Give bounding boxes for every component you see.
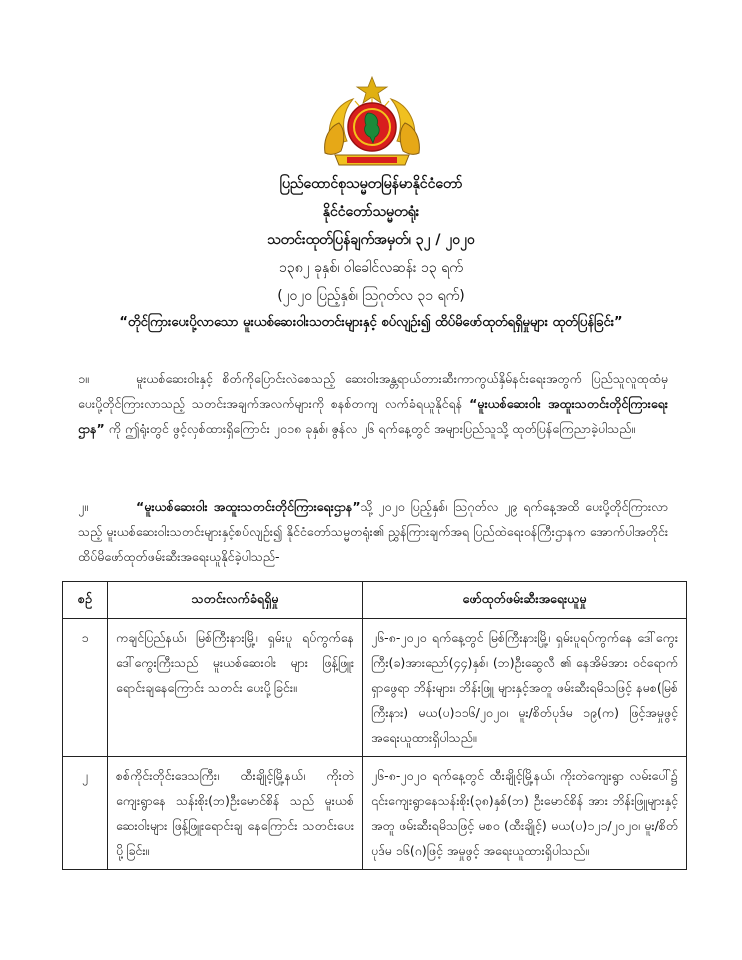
office-name: နိုင်ငံတော်သမ္မတရုံး <box>322 204 420 220</box>
cases-table <box>62 581 687 870</box>
paragraph-1-text-a: မူးယစ်ဆေးဝါးနှင့် စိတ်ကိုပြောင်းလဲစေသည့် ဆေးဝါးအန္တရာယ်တားဆီးကာကွယ်နှိမ်နင်းရေးအတွက် ပြည်သူလူထုထံမှ ပေးပို့တိုင်ကြားလာသည့် သတင်းအချက်အလက်များကို စနစ်တကျ လက်ခံရယူနိုင်ရန် <box>78 371 668 411</box>
state-emblem-icon <box>321 75 423 167</box>
myanmar-date: ၁၃၈၂ ခုနှစ်၊ ဝါခေါင်လဆန်း ၁၃ ရက် <box>279 260 463 276</box>
header-info: သတင်းလက်ခံရရှိမှု <box>108 582 363 619</box>
row-1-serial: ၁ <box>63 619 108 757</box>
paragraph-2-number: ၂။ <box>78 499 88 514</box>
paragraph-2-bold: “မူးယစ်ဆေးဝါး အထူးသတင်းတိုင်ကြားရေးဌာန” <box>136 499 361 514</box>
header-serial: စဉ် <box>63 582 108 619</box>
row-2-serial: ၂ <box>63 757 108 870</box>
paragraph-1-number: ၁။ <box>78 371 89 386</box>
header-action: ဖော်ထုတ်ဖမ်းဆီးအရေးယူမှု <box>363 582 687 619</box>
paragraph-1-text-b: ကို ဤရုံးတွင် ဖွင့်လှစ်ထားရှိကြောင်း ၂၀၁၈ ခုနှစ်၊ ဇွန်လ ၂၆ ရက်နေ့တွင် အများပြည်သူသို့ ထုတ်ပြန်ကြေညာခဲ့ပါသည်။ <box>108 421 636 436</box>
headline: “တိုင်ကြားပေးပို့လာသော မူးယစ်ဆေးဝါးသတင်းများနှင့် စပ်လျဉ်း၍ ထိပ်မိဖော်ထုတ်ရရှိမှုများ ထုတ်ပြန်ခြင်း” <box>119 315 623 330</box>
announcement-number: သတင်းထုတ်ပြန်ချက်အမှတ်၊ ၃၂ / ၂၀၂၀ <box>267 232 475 248</box>
table-header-row <box>63 582 687 619</box>
table-row <box>63 757 687 870</box>
paragraph-2-text: သို့ ၂၀၂၀ ပြည့်နှစ်၊ ဩဂုတ်လ ၂၉ ရက်နေ့အထိ ပေးပို့တိုင်ကြားလာသည့် မူးယစ်ဆေးဝါးသတင်းများနှင့်စပ်လျဉ်း၍ နိုင်ငံတော်သမ္မတရုံး၏ ညွှန်ကြားချက်အရ ပြည်ထဲရေးဝန်ကြီးဌာနက အောက်ပါအတိုင်း ထိပ်မိဖော်ထုတ်ဖမ်းဆီးအရေးယူနိုင်ခဲ့ပါသည်- <box>78 499 668 564</box>
row-1-action: ၂၆-၈-၂၀၂၀ ရက်နေ့တွင် မြစ်ကြီးနားမြို့၊ ရှမ်းပူရပ်ကွက်နေ ဒေါ်ကွေးကြီး(ခ)အားညော်(၄၄)နှစ်၊ (ဘ)ဦးဆွေလီ ၏ နေအိမ်အား ဝင်ရောက်ရှာဖွေရာ ဘိန်းများ၊ ဘိန်းဖြူ များနှင့်အတူ ဖမ်းဆီးရမိသဖြင့် နမစ(မြစ်ကြီးနား) မယ(ပ)၁၁၆/၂၀၂၀၊ မူး/စိတ်ပုဒ်မ ၁၉(က) ဖြင့်အမှုဖွင့် အရေးယူထားရှိပါသည်။ <box>363 619 687 757</box>
paragraph-1 <box>78 366 668 441</box>
paragraph-1-bold: “မူးယစ်ဆေးဝါး အထူးသတင်းတိုင်ကြားရေးဌာန” <box>78 396 668 436</box>
state-name: ပြည်ထောင်စုသမ္မတမြန်မာနိုင်ငံတော် <box>279 176 463 192</box>
row-2-action: ၂၆-၈-၂၀၂၀ ရက်နေ့တွင် ထီးချိုင့်မြို့နယ်၊ ကိုးတဲကျေးရွာ လမ်းပေါ်၌ ၎င်းကျေးရွာနေသန်းစိုး(၃၈)နှစ်(ဘ) ဦးမောင်စိန် အား ဘိန်းဖြူများနှင့်အတူ ဖမ်းဆီးရမိသဖြင့် မစဝ (ထီးချိုင့်) မယ(ပ)၁၂၁/၂၀၂၀၊ မူး/စိတ်ပုဒ်မ ၁၆(ဂ)ဖြင့် အမှုဖွင့် အရေးယူထားရှိပါသည်။ <box>363 757 687 870</box>
paragraph-2 <box>78 494 668 569</box>
western-date: (၂၀၂၀ ပြည့်နှစ်၊ ဩဂုတ်လ ၃၁ ရက်) <box>277 288 465 304</box>
row-1-info: ကချင်ပြည်နယ်၊ မြစ်ကြီးနားမြို့၊ ရှမ်းပူ ရပ်ကွက်နေ ဒေါ်ကွေးကြီးသည် မူးယစ်ဆေးဝါး များ ဖြန့်ဖြူးရောင်းချနေကြောင်း သတင်း ပေးပို့ခြင်း။ <box>108 619 363 757</box>
row-2-info: စစ်ကိုင်းတိုင်းဒေသကြီး၊ ထီးချိုင့်မြို့နယ်၊ ကိုးတဲကျေးရွာနေ သန်းစိုး(ဘ)ဦးမောင်စိန် သည် မူးယစ်ဆေးဝါးများ ဖြန့်ဖြူးရောင်းချ နေကြောင်း သတင်းပေးပို့ခြင်း။ <box>108 757 363 870</box>
table-row <box>63 619 687 757</box>
